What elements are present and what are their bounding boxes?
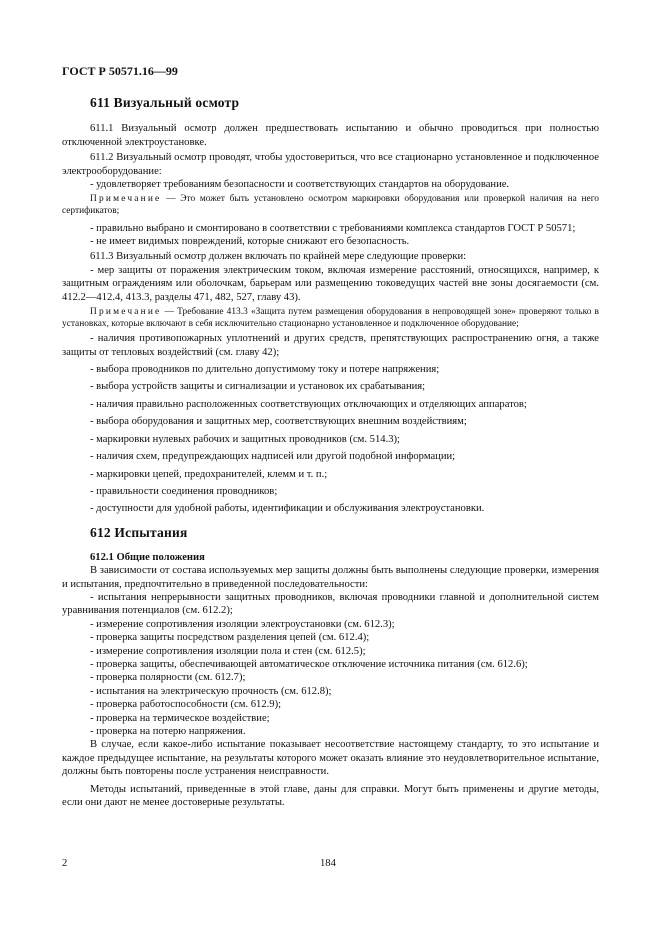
list-item: - доступности для удобной работы, идентификации и обслуживания электроустановки.	[90, 503, 485, 515]
list-item: - проверка на термическое воздействие;	[90, 712, 270, 724]
note-text: — Требование 413.3 «Защита путем размещения оборудования в непроводящей зоне» проверяют только в установках, которые включают в себя исключительно стационарно установленное и подключенное оборудование;	[62, 307, 599, 329]
list-item: - удовлетворяет требованиям безопасности и соответствующих стандартов на оборудование.	[90, 179, 510, 191]
list-item: - испытания на электрическую прочность (см. 612.8);	[90, 685, 332, 697]
note-text: — Это может быть установлено осмотром маркировки оборудования или проверкой наличия на него сертификатов;	[62, 194, 599, 217]
page-content	[62, 96, 599, 809]
list-item: - правильности соединения проводников;	[90, 485, 278, 497]
list-item: - проверка защиты, обеспечивающей автоматическое отключение источника питания (см. 612.6);	[90, 658, 528, 670]
list-item: - выбора оборудования и защитных мер, соответствующих внешним воздействиям;	[90, 416, 467, 428]
list-item: - маркировки цепей, предохранителей, клемм и т. п.;	[90, 468, 328, 480]
list-item: - проверка полярности (см. 612.7);	[90, 672, 246, 684]
note-label: Примечание	[90, 194, 162, 205]
list-item: - наличия противопожарных уплотнений и других средств, препятствующих распространению огня, а также защиты от тепловых воздействий (см. главу 42);	[62, 333, 599, 358]
list-item: - проверка на потерю напряжения.	[90, 726, 246, 737]
list-item: - проверка работоспособности (см. 612.9);	[90, 699, 282, 711]
page-number: 184	[320, 858, 336, 869]
paragraph-612-failure: В случае, если какое-либо испытание показывает несоответствие настоящему стандарту, то это испытание и каждое предыдущее испытание, на результаты которого может оказать влияние это неудовлетворительное испытание, должны быть повторены после устранения неисправности.	[62, 739, 599, 778]
paragraph-611-3: 611.3 Визуальный осмотр должен включать по крайней мере следующие проверки:	[90, 251, 467, 263]
section-612-title: 612 Испытания	[90, 524, 188, 540]
note-1	[62, 194, 599, 217]
list-item: - мер защиты от поражения электрическим током, включая измерение расстояний, относящихся, например, к защитным ограждениям или оболочкам, барьерам или размещению токоведущих частей вне зоны досягаемости (см. 412.2—412.4, 413.3, разделы 471, 482, 527, главу 43).	[62, 264, 599, 303]
list-item: - выбора проводников по длительно допустимому току и потере напряжения;	[90, 364, 440, 376]
list-item: - наличия правильно расположенных соответствующих отключающих и отделяющих аппаратов;	[90, 398, 527, 410]
paragraph-611-1: 611.1 Визуальный осмотр должен предшествовать испытанию и обычно проводиться при полностью отключенной электроустановке.	[62, 123, 599, 148]
list-item: - наличия схем, предупреждающих надписей или другой подобной информации;	[90, 451, 456, 463]
section-611-title: 611 Визуальный осмотр	[90, 95, 240, 110]
list-item: - измерение сопротивления изоляции электроустановки (см. 612.3);	[90, 618, 395, 630]
list-item: - измерение сопротивления изоляции пола и стен (см. 612.5);	[90, 645, 366, 657]
note-label: Примечание	[90, 307, 162, 318]
list-item: - проверка защиты посредством разделения цепей (см. 612.4);	[90, 632, 370, 644]
list-item: - правильно выбрано и смонтировано в соответствии с требованиями комплекса стандартов ГОСТ Р 50571;	[90, 222, 576, 234]
paragraph-612-intro: В зависимости от состава используемых мер защиты должны быть выполнены следующие проверки, измерения и испытания, предпочтительно в приведенной последовательности:	[62, 565, 599, 590]
paragraph-612-methods: Методы испытаний, приведенные в этой главе, даны для справки. Могут быть применены и другие методы, если они дают не менее достоверные результаты.	[62, 783, 599, 809]
paragraph-611-2: 611.2 Визуальный осмотр проводят, чтобы удостовериться, что все стационарно установленное и подключенное электрооборудование:	[62, 152, 599, 177]
list-item: - выбора устройств защиты и сигнализации и установок их срабатывания;	[90, 381, 426, 393]
note-2	[62, 307, 599, 330]
list-item: - маркировки нулевых рабочих и защитных проводников (см. 514.3);	[90, 433, 400, 445]
list-item: - испытания непрерывности защитных проводников, включая проводники главной и дополнительной систем уравнивания потенциалов (см. 612.2);	[62, 591, 599, 617]
document-code: ГОСТ Р 50571.16—99	[62, 64, 178, 78]
subsection-612-1-title: 612.1 Общие положения	[90, 552, 205, 564]
section-page-number: 2	[62, 858, 68, 869]
list-item: - не имеет видимых повреждений, которые снижают его безопасность.	[90, 236, 410, 248]
